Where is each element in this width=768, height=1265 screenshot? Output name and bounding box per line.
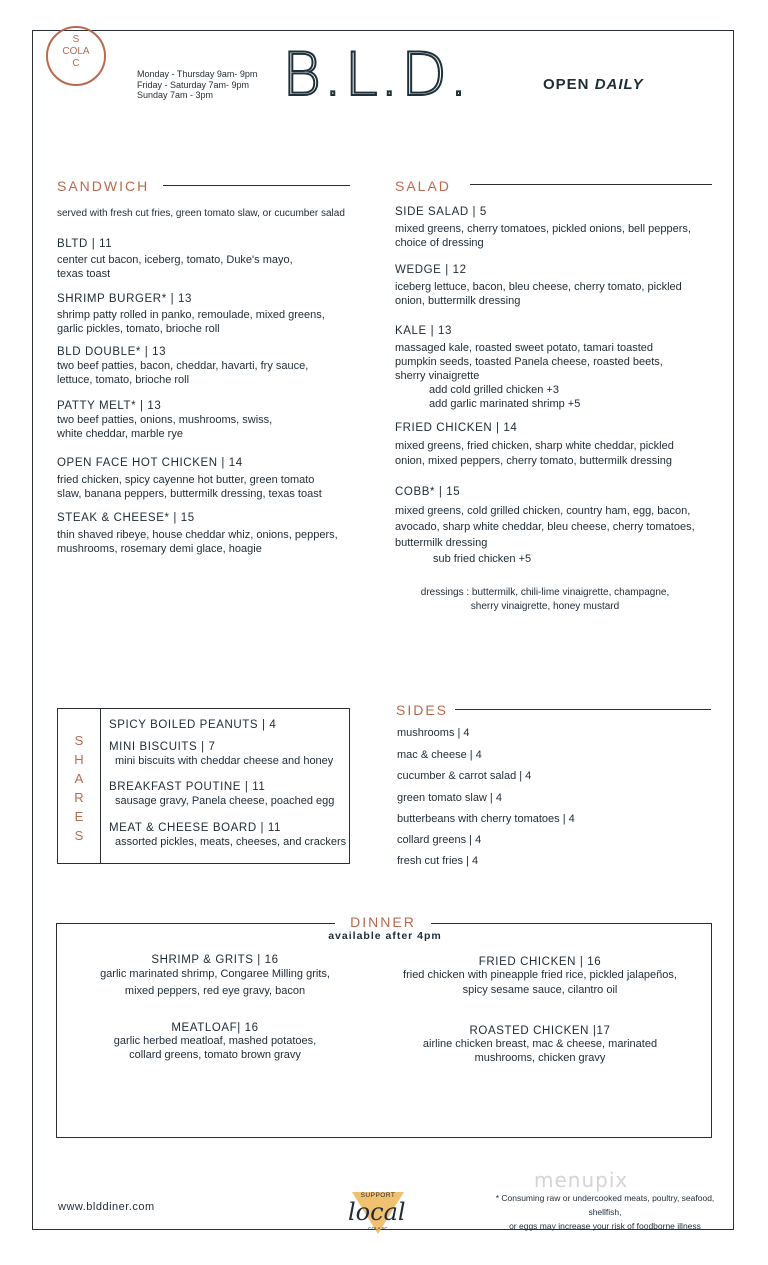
desc-line: onion, buttermilk dressing [395, 295, 521, 307]
menu-item [395, 206, 691, 250]
desc-line: fried chicken with pineapple fried rice, pickled jalapeños, [403, 969, 677, 981]
hours-line: Friday - Saturday 7am- 9pm [137, 79, 250, 90]
menu-item [57, 400, 272, 441]
item-title: PATTY MELT* | 13 [57, 400, 162, 412]
item-desc [57, 528, 338, 556]
desc-line: spicy sesame sauce, cilantro oil [462, 984, 618, 996]
menu-item [395, 422, 674, 469]
dinner-item [90, 954, 340, 1000]
item-title: FRIED CHICKEN | 14 [395, 422, 518, 434]
item-title: OPEN FACE HOT CHICKEN | 14 [57, 457, 243, 469]
desc-line: two beef patties, onions, mushrooms, swiss, [57, 414, 273, 426]
item-title: COBB* | 15 [395, 486, 461, 498]
desc-line: garlic herbed meatloaf, mashed potatoes, [113, 1035, 317, 1047]
item-title: ROASTED CHICKEN |17 [469, 1025, 611, 1037]
item-title: SHRIMP & GRITS | 16 [151, 954, 279, 966]
desc-line: mixed greens, cherry tomatoes, pickled onions, bell peppers, [395, 223, 691, 235]
item-desc [57, 308, 325, 336]
side-item: mushrooms | 4 [397, 727, 470, 739]
desc-line: white cheddar, marble rye [57, 428, 183, 440]
website-link[interactable]: www.blddiner.com [58, 1201, 155, 1213]
side-item: fresh cut fries | 4 [397, 855, 479, 867]
item-desc [395, 280, 682, 308]
disclaimer-line: or eggs may increase your risk of foodborne illness [509, 1221, 701, 1231]
desc-line: slaw, banana peppers, buttermilk dressing, texas toast [57, 488, 322, 500]
item-desc [90, 1034, 340, 1062]
item-desc [395, 503, 695, 567]
desc-line: shrimp patty rolled in panko, remoulade, mixed greens, [57, 309, 325, 321]
badge-small-text: COLA SC [368, 1226, 388, 1231]
open-word: OPEN [543, 76, 590, 93]
item-title: MINI BISCUITS | 7 [109, 741, 216, 753]
item-title: BLTD | 11 [57, 238, 113, 250]
item-desc [57, 473, 322, 501]
menu-item [395, 264, 682, 308]
item-title: SHRIMP BURGER* | 13 [57, 293, 192, 305]
add-on-line: sub fried chicken +5 [433, 553, 532, 565]
badge-support-text: SUPPORT [360, 1192, 396, 1199]
menu-item [57, 512, 338, 556]
item-title: WEDGE | 12 [395, 264, 467, 276]
item-title: BREAKFAST POUTINE | 11 [109, 781, 266, 793]
item-desc: sausage gravy, Panela cheese, poached egg [115, 795, 335, 807]
open-daily [543, 76, 644, 93]
sc-cola-logo [46, 26, 106, 86]
desc-line: mixed peppers, red eye gravy, bacon [124, 985, 306, 997]
sides-rule [455, 709, 711, 710]
side-item: butterbeans with cherry tomatoes | 4 [397, 813, 575, 825]
food-safety-disclaimer [482, 1191, 728, 1233]
desc-line: airline chicken breast, mac & cheese, marinated [422, 1038, 658, 1050]
item-title: BLD DOUBLE* | 13 [57, 346, 167, 358]
item-title: SIDE SALAD | 5 [395, 206, 487, 218]
shares-letter: S [74, 828, 84, 843]
desc-line: avocado, sharp white cheddar, bleu cheese, cherry tomatoes, [395, 521, 695, 533]
menu-item [57, 293, 325, 336]
item-desc [395, 222, 691, 250]
sandwich-heading: SANDWICH [57, 178, 150, 194]
menu-item [395, 325, 663, 411]
shares-letter: H [74, 752, 84, 767]
item-desc [57, 413, 272, 441]
logo-line: COLA [62, 46, 90, 57]
desc-line: collard greens, tomato brown gravy [129, 1049, 301, 1061]
desc-line: fried chicken, spicy cayenne hot butter, green tomato [57, 474, 315, 486]
salad-heading: SALAD [395, 178, 451, 194]
desc-line: two beef patties, bacon, cheddar, havarti, fry sauce, [57, 360, 309, 372]
shares-item [109, 719, 276, 731]
desc-line: thin shaved ribeye, house cheddar whiz, onions, peppers, [57, 529, 338, 541]
desc-line: garlic pickles, tomato, brioche roll [57, 323, 220, 335]
desc-line: mushrooms, chicken gravy [474, 1052, 606, 1064]
shares-letter: E [74, 809, 84, 824]
item-title: STEAK & CHEESE* | 15 [57, 512, 195, 524]
item-desc: mini biscuits with cheddar cheese and honey [115, 755, 334, 767]
dinner-item [400, 1025, 680, 1065]
desc-line: texas toast [57, 268, 111, 280]
desc-line: sherry vinaigrette [395, 370, 480, 382]
side-item: mac & cheese | 4 [397, 749, 482, 761]
desc-line: buttermilk dressing [395, 537, 488, 549]
dinner-item [400, 956, 680, 998]
desc-line: mixed greens, fried chicken, sharp white cheddar, pickled [395, 440, 674, 452]
item-title: FRIED CHICKEN | 16 [478, 956, 602, 968]
item-title: MEATLOAF| 16 [171, 1022, 259, 1034]
shares-item [109, 781, 334, 808]
hours-line: Sunday 7am - 3pm [137, 90, 214, 100]
item-title: SPICY BOILED PEANUTS | 4 [109, 719, 277, 731]
disclaimer-line: * Consuming raw or undercooked meats, poultry, seafood, shellfish, [495, 1193, 715, 1217]
dressings-line: sherry vinaigrette, honey mustard [470, 601, 620, 612]
salad-rule [470, 184, 712, 185]
desc-line: pumpkin seeds, toasted Panela cheese, roasted beets, [395, 356, 663, 368]
shares-divider [100, 708, 101, 864]
item-desc [57, 253, 293, 281]
opening-hours [137, 69, 257, 101]
item-desc [400, 968, 680, 998]
menu-item [395, 486, 695, 567]
logo-line: S [72, 34, 80, 45]
shares-item [109, 741, 333, 768]
add-on-line: add cold grilled chicken +3 [429, 384, 559, 396]
side-item: collard greens | 4 [397, 834, 482, 846]
shares-item [109, 822, 346, 849]
desc-line: mixed greens, cold grilled chicken, country ham, egg, bacon, [395, 505, 691, 517]
dressings-line: dressings : buttermilk, chili-lime vinaigrette, champagne, [420, 587, 670, 598]
sandwich-note: served with fresh cut fries, green tomato slaw, or cucumber salad [57, 208, 345, 219]
dinner-item [90, 1022, 340, 1062]
side-item: cucumber & carrot salad | 4 [397, 770, 532, 782]
dressings-note [400, 586, 690, 614]
support-local-badge [340, 1188, 430, 1240]
desc-line: onion, mixed peppers, cherry tomato, buttermilk dressing [395, 455, 672, 467]
desc-line: lettuce, tomato, brioche roll [57, 374, 190, 386]
logo-line: C [72, 58, 80, 69]
desc-line: iceberg lettuce, bacon, bleu cheese, cherry tomato, pickled [395, 281, 682, 293]
menu-item [57, 238, 293, 281]
sandwich-rule [163, 185, 350, 186]
menu-item [57, 346, 308, 387]
item-desc [395, 341, 663, 411]
add-on-line: add garlic marinated shrimp +5 [429, 398, 581, 410]
dinner-heading: DINNER [350, 914, 416, 930]
dinner-subheading: available after 4pm [328, 930, 442, 942]
shares-letter: A [74, 771, 84, 786]
sides-heading: SIDES [396, 702, 449, 718]
desc-line: mushrooms, rosemary demi glace, hoagie [57, 543, 262, 555]
item-desc [90, 966, 340, 1000]
daily-word: DAILY [594, 76, 644, 93]
badge-local-script: local [348, 1198, 406, 1226]
item-desc [395, 439, 674, 469]
item-desc [400, 1037, 680, 1065]
item-desc: assorted pickles, meats, cheeses, and crackers [115, 836, 347, 848]
side-item: green tomato slaw | 4 [397, 792, 502, 804]
item-title: KALE | 13 [395, 325, 452, 337]
item-desc [57, 359, 308, 387]
hours-line: Monday - Thursday 9am- 9pm [137, 69, 258, 79]
item-title: MEAT & CHEESE BOARD | 11 [109, 822, 282, 834]
desc-line: center cut bacon, iceberg, tomato, Duke's mayo, [57, 254, 293, 266]
watermark: menupix [534, 1168, 629, 1192]
shares-letter: S [74, 733, 84, 748]
brand-logo: B.L.D. [282, 40, 471, 110]
desc-line: choice of dressing [395, 237, 484, 249]
menu-item [57, 457, 322, 501]
desc-line: massaged kale, roasted sweet potato, tamari toasted [395, 342, 654, 354]
desc-line: garlic marinated shrimp, Congaree Milling grits, [100, 968, 330, 980]
shares-letter: R [74, 790, 84, 805]
